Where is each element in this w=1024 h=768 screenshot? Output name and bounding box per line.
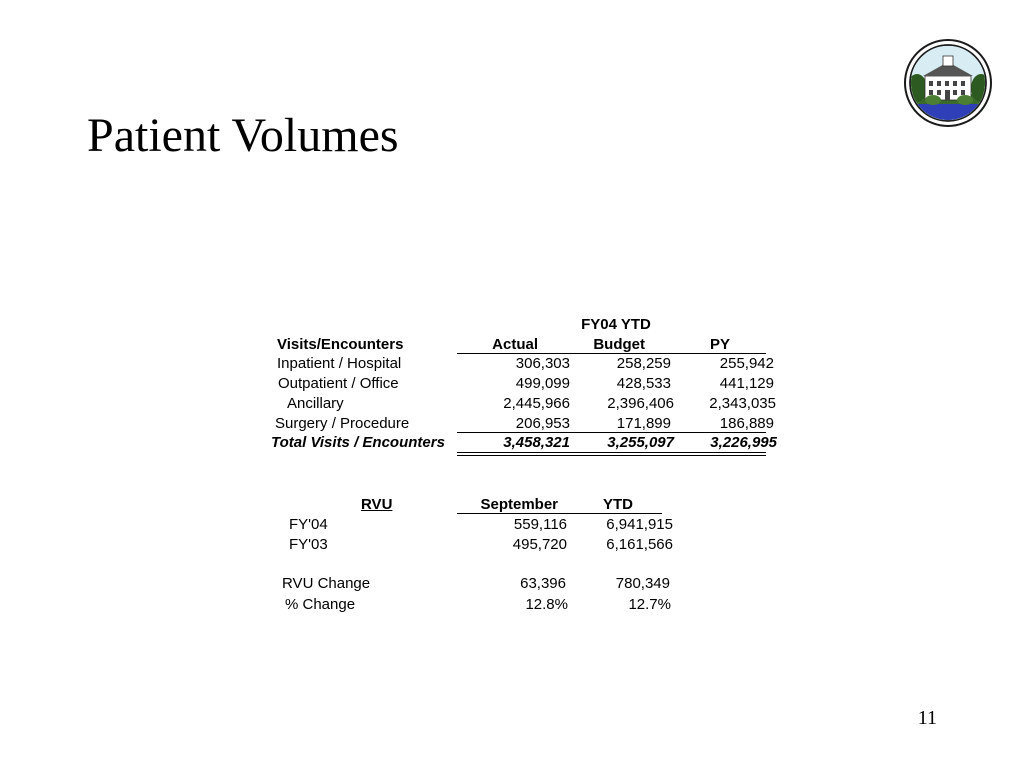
row-py: 441,129 — [719, 375, 774, 392]
row-label: Outpatient / Office — [278, 375, 399, 392]
building-seal-icon — [903, 38, 993, 128]
row-budget: 171,899 — [616, 415, 671, 432]
rvu-header: RVU — [361, 496, 393, 513]
row-label: FY'04 — [289, 516, 328, 533]
rvu-header-underline — [457, 513, 662, 514]
row-label: Inpatient / Hospital — [277, 355, 402, 372]
row-label: Surgery / Procedure — [275, 415, 410, 432]
table-group-header: FY04 YTD — [581, 316, 651, 333]
row-ytd: 6,161,566 — [606, 536, 673, 553]
row-september: 559,116 — [513, 516, 567, 533]
column-header-py: PY — [709, 336, 730, 353]
row-ytd: 12.7% — [628, 596, 671, 613]
row-actual: 2,445,966 — [503, 395, 570, 412]
column-header-ytd: YTD — [603, 496, 633, 513]
subtotal-underline — [457, 432, 766, 433]
total-actual: 3,458,321 — [503, 434, 570, 451]
column-header-budget: Budget — [593, 336, 645, 353]
row-actual: 306,303 — [515, 355, 570, 372]
total-py: 3,226,995 — [710, 434, 777, 451]
column-header-september: September — [480, 496, 558, 513]
row-ytd: 780,349 — [615, 575, 670, 592]
total-budget: 3,255,097 — [607, 434, 674, 451]
column-header-visits: Visits/Encounters — [277, 336, 404, 353]
total-label: Total Visits / Encounters — [271, 434, 445, 451]
row-label: % Change — [285, 596, 356, 613]
total-double-underline-top — [457, 452, 766, 453]
row-py: 255,942 — [719, 355, 774, 372]
row-label: FY'03 — [289, 536, 328, 553]
row-py: 2,343,035 — [709, 395, 776, 412]
page-number: 11 — [917, 707, 937, 729]
row-budget: 2,396,406 — [607, 395, 674, 412]
row-actual: 206,953 — [515, 415, 570, 432]
column-header-actual: Actual — [492, 336, 538, 353]
row-py: 186,889 — [719, 415, 774, 432]
row-budget: 258,259 — [616, 355, 671, 372]
row-september: 495,720 — [512, 536, 567, 553]
header-underline — [457, 353, 766, 354]
row-september: 63,396 — [520, 575, 566, 592]
row-ytd: 6,941,915 — [606, 516, 673, 533]
row-budget: 428,533 — [616, 375, 671, 392]
row-label: Ancillary — [287, 395, 344, 412]
row-label: RVU Change — [282, 575, 371, 592]
row-september: 12.8% — [525, 596, 568, 613]
total-double-underline-bottom — [457, 455, 766, 456]
row-actual: 499,099 — [515, 375, 570, 392]
page-title: Patient Volumes — [87, 109, 399, 162]
